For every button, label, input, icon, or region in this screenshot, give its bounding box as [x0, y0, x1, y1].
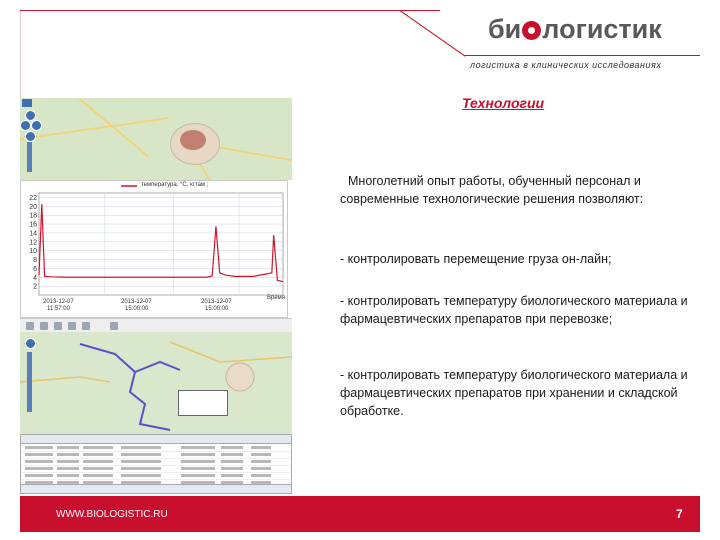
logo-suffix: логистик [542, 14, 662, 44]
route-map-zoom-slider[interactable] [27, 352, 32, 412]
table-cell [83, 460, 113, 463]
toolbar-zoom-icon[interactable] [40, 322, 48, 330]
x-tick-label: 11:57:00 [47, 306, 70, 312]
footer-website[interactable]: WWW.BIOLOGISTIC.RU [56, 509, 168, 520]
y-tick-label: 18 [29, 212, 37, 220]
route-overlay [20, 332, 292, 434]
toolbar-export-icon[interactable] [110, 322, 118, 330]
table-cell [221, 467, 243, 470]
map-pan-right-icon[interactable] [31, 120, 42, 131]
map-road [20, 117, 169, 140]
map-zoom-slider[interactable] [27, 142, 32, 172]
x-axis-label: Время [267, 295, 286, 301]
y-tick-label: 20 [29, 203, 37, 211]
table-cell [221, 460, 243, 463]
y-tick-label: 4 [33, 274, 37, 282]
y-tick-label: 14 [29, 230, 37, 238]
table-cell [25, 467, 53, 470]
bullet-transport-temperature: - контролировать температуру биологического материала и фармацевтических препаратов при перевозке; [340, 294, 688, 326]
page-number: 7 [676, 507, 683, 521]
table-cell [121, 460, 161, 463]
table-cell [221, 453, 243, 456]
toolbar-select-icon[interactable] [26, 322, 34, 330]
brand-logo [488, 14, 662, 45]
toolbar-measure-icon[interactable] [68, 322, 76, 330]
x-tick-label: 2013-12-07 [43, 299, 74, 305]
x-tick-label: 2013-12-07 [121, 299, 152, 305]
y-tick-label: 12 [29, 239, 37, 247]
bullet-tracking: - контролировать перемещение груза он-лайн; [340, 252, 612, 266]
route-map-pan-icon[interactable] [25, 338, 36, 349]
table-cell [57, 446, 79, 449]
table-pager[interactable] [21, 484, 291, 493]
table-cell [25, 453, 53, 456]
table-cell [251, 467, 271, 470]
table-cell [251, 474, 271, 477]
y-tick-label: 2 [33, 283, 37, 291]
chart-legend: температура, °C, кгтам ; [141, 182, 209, 188]
toolbar-pan-icon[interactable] [54, 322, 62, 330]
header-rule-right [464, 55, 700, 56]
table-cell [181, 446, 215, 449]
table-cell [181, 467, 215, 470]
table-cell [251, 446, 271, 449]
header-rule [20, 10, 440, 11]
table-cell [83, 446, 113, 449]
table-cell [83, 453, 113, 456]
y-tick-label: 8 [33, 257, 37, 265]
map-pan-left-icon[interactable] [20, 120, 31, 131]
table-cell [221, 446, 243, 449]
table-cell [251, 460, 271, 463]
map-info-popup [178, 390, 228, 416]
map-zoom-in-icon[interactable] [25, 131, 36, 142]
table-cell [25, 460, 53, 463]
x-tick-label: 15:00:00 [205, 306, 229, 312]
y-tick-label: 22 [29, 194, 37, 202]
logo-prefix: би [488, 14, 522, 44]
toolbar-route-icon[interactable] [82, 322, 90, 330]
table-cell [83, 467, 113, 470]
table-cell [57, 467, 79, 470]
x-tick-label: 2013-12-07 [201, 299, 232, 305]
plot-frame [39, 193, 283, 295]
y-tick-label: 10 [29, 248, 37, 256]
intro-paragraph: Многолетний опыт работы, обученный персонал и современные технологические решения позволяют: [340, 174, 644, 206]
map-panel-toggle-icon[interactable] [22, 99, 32, 107]
table-cell [181, 453, 215, 456]
table-header [21, 435, 291, 444]
table-cell [121, 453, 161, 456]
slide-title: Технологии [462, 95, 545, 111]
table-cell [25, 474, 53, 477]
y-tick-label: 6 [33, 265, 37, 273]
logo-o-icon [522, 21, 541, 40]
map-toolbar [20, 318, 292, 333]
table-cell [121, 474, 161, 477]
table-cell [57, 474, 79, 477]
map-location-marker[interactable] [180, 130, 206, 150]
table-cell [181, 474, 215, 477]
table-cell [181, 460, 215, 463]
temperature-chart [20, 180, 288, 318]
bullet-storage-temperature: - контролировать температуру биологического материала и фармацевтических препаратов при хранении и складской обработке. [340, 368, 688, 418]
temperature-chart-svg [21, 181, 288, 318]
tagline: логистика в клинических исследованиях [470, 60, 662, 70]
table-cell [57, 460, 79, 463]
header-diagonal [399, 10, 465, 57]
temperature-series-line [39, 204, 283, 282]
table-cell [83, 474, 113, 477]
tracking-map-overview[interactable] [20, 98, 292, 180]
table-cell [221, 474, 243, 477]
table-cell [25, 446, 53, 449]
tracking-map-route[interactable] [20, 332, 292, 434]
y-tick-label: 16 [29, 221, 37, 229]
x-tick-label: 15:00:00 [125, 306, 149, 312]
table-cell [121, 467, 161, 470]
table-cell [57, 453, 79, 456]
table-cell [251, 453, 271, 456]
tracking-data-table [20, 434, 292, 494]
table-cell [121, 446, 161, 449]
